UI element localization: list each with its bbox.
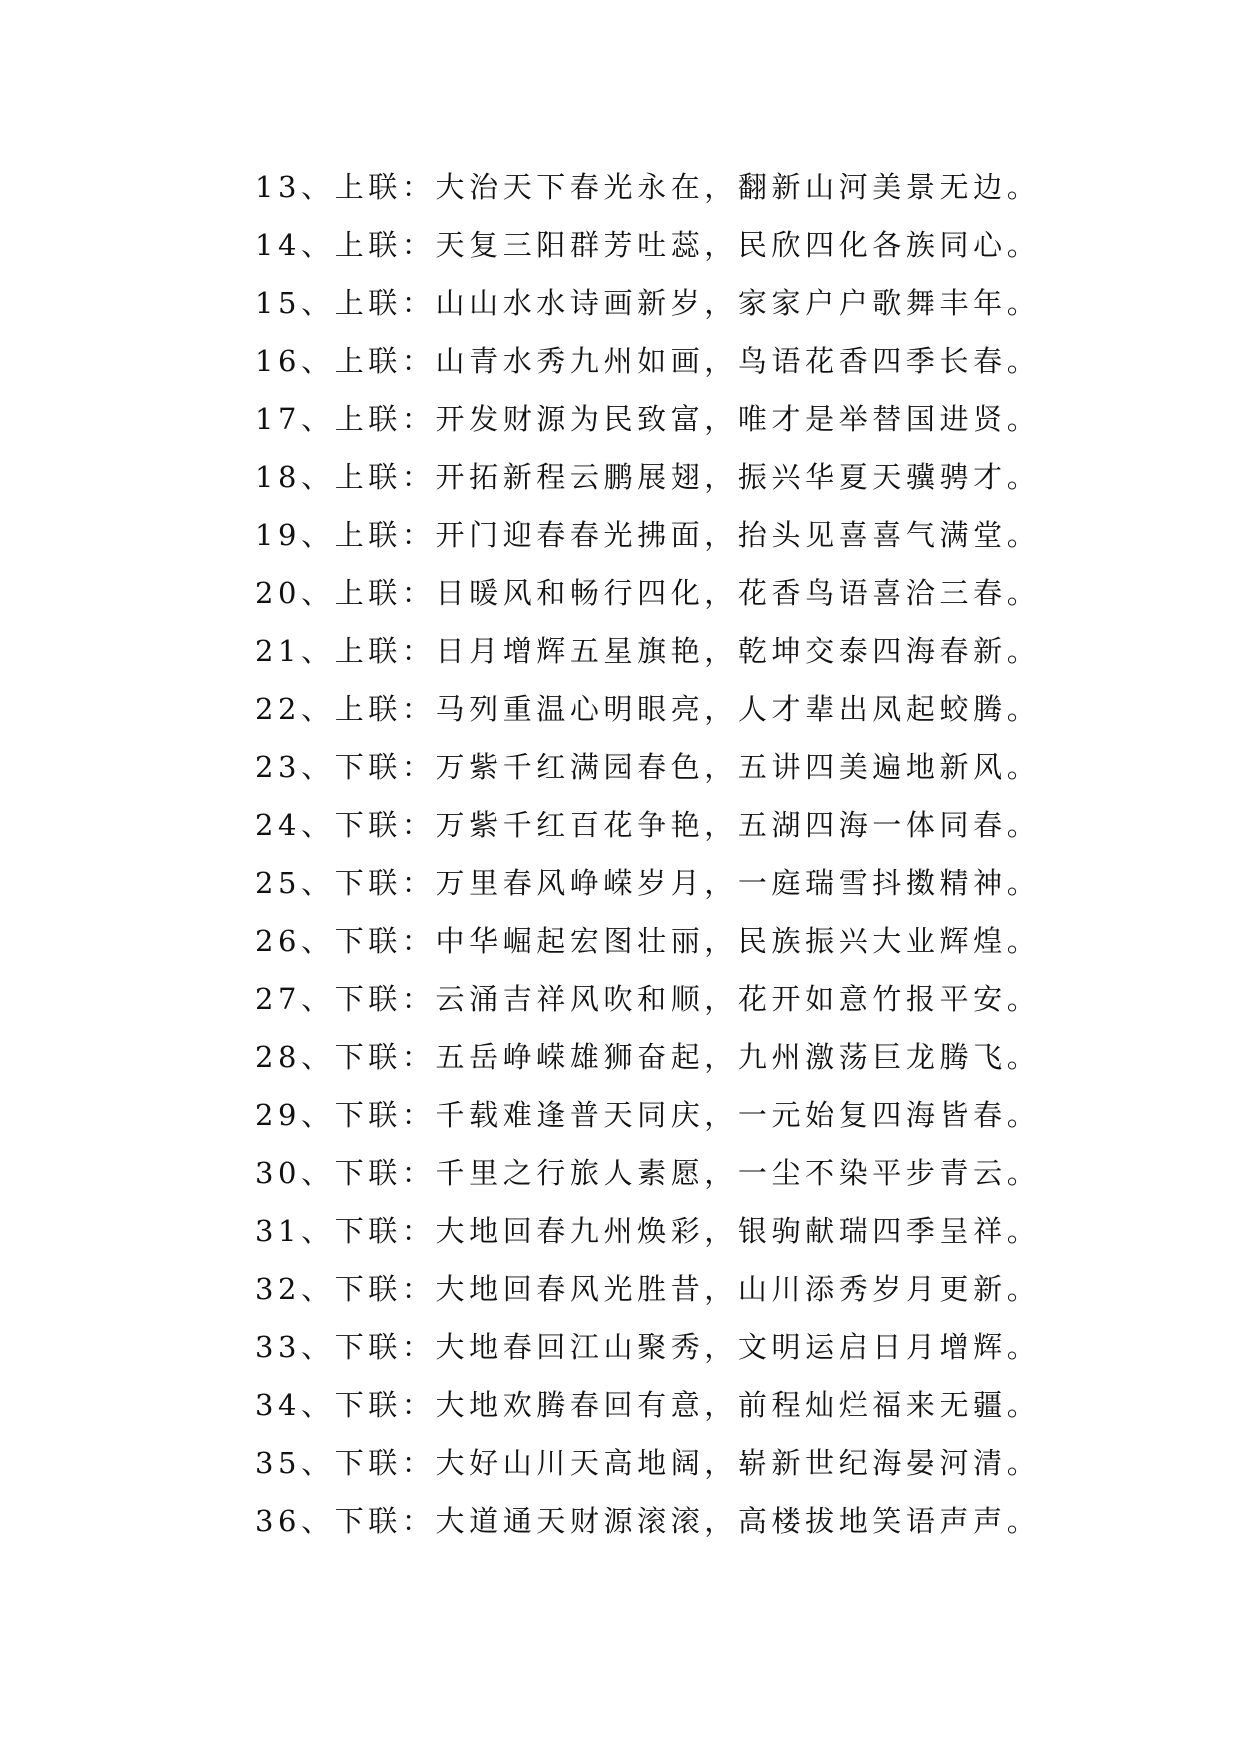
couplet-line: 21、上联：日月增辉五星旗艳，乾坤交泰四海春新。: [255, 634, 1041, 668]
couplet-line: 26、下联：中华崛起宏图壮丽，民族振兴大业辉煌。: [255, 924, 1041, 958]
couplet-line: 35、下联：大好山川天高地阔，崭新世纪海晏河清。: [255, 1446, 1041, 1480]
couplet-line: 25、下联：万里春风峥嵘岁月，一庭瑞雪抖擞精神。: [255, 866, 1041, 900]
couplet-line: 28、下联：五岳峥嵘雄狮奋起，九州激荡巨龙腾飞。: [255, 1040, 1041, 1074]
couplet-line: 34、下联：大地欢腾春回有意，前程灿烂福来无疆。: [255, 1388, 1041, 1422]
couplet-line: 24、下联：万紫千红百花争艳，五湖四海一体同春。: [255, 808, 1041, 842]
couplet-line: 19、上联：开门迎春春光拂面，抬头见喜喜气满堂。: [255, 518, 1041, 552]
couplet-line: 15、上联：山山水水诗画新岁，家家户户歌舞丰年。: [255, 286, 1041, 320]
couplet-line: 29、下联：千载难逢普天同庆，一元始复四海皆春。: [255, 1098, 1041, 1132]
couplet-line: 13、上联：大治天下春光永在，翻新山河美景无边。: [255, 170, 1041, 204]
couplet-line: 36、下联：大道通天财源滚滚，高楼拔地笑语声声。: [255, 1504, 1041, 1538]
couplet-list: [255, 158, 1040, 1550]
couplet-line: 14、上联：天复三阳群芳吐蕊，民欣四化各族同心。: [255, 228, 1041, 262]
couplet-line: 33、下联：大地春回江山聚秀，文明运启日月增辉。: [255, 1330, 1041, 1364]
couplet-line: 30、下联：千里之行旅人素愿，一尘不染平步青云。: [255, 1156, 1041, 1190]
couplet-line: 22、上联：马列重温心明眼亮，人才辈出凤起蛟腾。: [255, 692, 1041, 726]
couplet-line: 27、下联：云涌吉祥风吹和顺，花开如意竹报平安。: [255, 982, 1041, 1016]
couplet-line: 16、上联：山青水秀九州如画，鸟语花香四季长春。: [255, 344, 1041, 378]
couplet-line: 17、上联：开发财源为民致富，唯才是举替国进贤。: [255, 402, 1041, 436]
couplet-line: 18、上联：开拓新程云鹏展翅，振兴华夏天骥骋才。: [255, 460, 1041, 494]
couplet-line: 32、下联：大地回春风光胜昔，山川添秀岁月更新。: [255, 1272, 1041, 1306]
couplet-line: 20、上联：日暖风和畅行四化，花香鸟语喜洽三春。: [255, 576, 1041, 610]
couplet-line: 31、下联：大地回春九州焕彩，银驹献瑞四季呈祥。: [255, 1214, 1041, 1248]
couplet-line: 23、下联：万紫千红满园春色，五讲四美遍地新风。: [255, 750, 1041, 784]
